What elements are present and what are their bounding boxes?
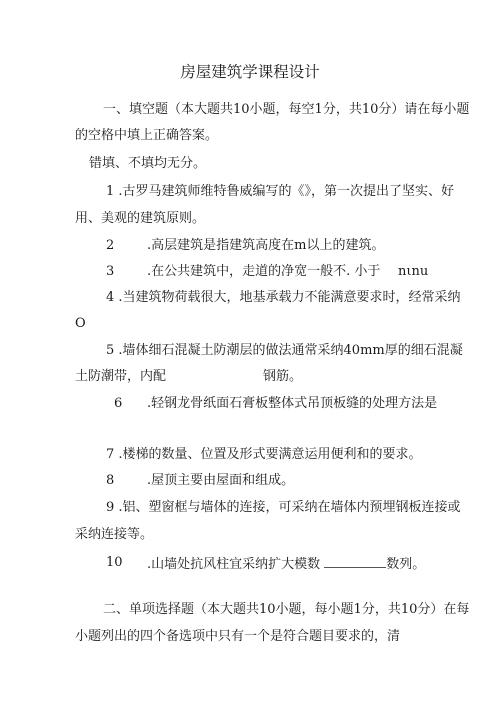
question-8-text: .屋顶主要由屋面和组成。 [147, 473, 295, 488]
question-3-number: 3 [106, 264, 115, 279]
question-3-tail: nιnu [398, 264, 429, 279]
section1-note: 错填、不填均无分。 [89, 156, 207, 171]
question-10-text-after: 数列。 [386, 557, 426, 572]
question-2-text: .高层建筑是指建筑高度在m以上的建筑。 [147, 238, 385, 253]
question-5-line2-start: 土防潮带，内配 [75, 369, 167, 384]
section1-heading-line2: 的空格中填上正确答案。 [75, 128, 219, 143]
question-8-number: 8 [106, 473, 115, 488]
question-10-text [147, 555, 425, 573]
question-6-number: 6 [114, 396, 123, 411]
section2-heading-line1: 二、单项选择题（本大题共10小题，每小题1分，共10分）在每 [103, 602, 470, 617]
question-9-line2: 采纳连接等。 [75, 527, 154, 542]
question-9-line1: 9 .铝、塑窗框与墙体的连接，可采纳在墙体内预埋钢板连接或 [106, 500, 461, 515]
question-7-text: 7 .楼梯的数量、位置及形式要满意运用便利和的要求。 [106, 447, 422, 462]
section1-heading-line1: 一、填空题（本大题共10小题，每空1分，共10分）请在每小题 [103, 102, 470, 117]
question-6-text: .轻钢龙骨纸面石膏板整体式吊顶板缝的处理方法是 [147, 396, 438, 411]
document-title: 房屋建筑学课程设计 [180, 63, 320, 81]
question-10-text-before: .山墙处抗风柱宜采纳扩大模数 [147, 557, 321, 572]
question-1-line2: 用、美观的建筑原则。 [75, 211, 206, 226]
question-2-number: 2 [106, 238, 115, 253]
question-1-line1: 1 .古罗马建筑师维特鲁威编写的《》，第一次提出了坚实、好 [106, 184, 455, 199]
question-4-line2: O [75, 316, 86, 331]
question-3-text: .在公共建筑中，走道的净宽一般不. 小于 [147, 264, 381, 279]
question-4-line1: 4 .当建筑物荷载很大，地基承载力不能满意要求时，经常采纳 [106, 290, 461, 305]
answer-blank [324, 555, 386, 568]
section2-heading-line2: 小题列出的四个备选项中只有一个是符合题目要求的，清 [75, 629, 401, 644]
question-10-number: 10 [106, 555, 123, 570]
question-5-line2-end: 钢筋。 [263, 369, 303, 384]
question-5-line1: 5 .墙体细石混凝土防潮层的做法通常采纳40mm厚的细石混凝 [106, 343, 463, 358]
